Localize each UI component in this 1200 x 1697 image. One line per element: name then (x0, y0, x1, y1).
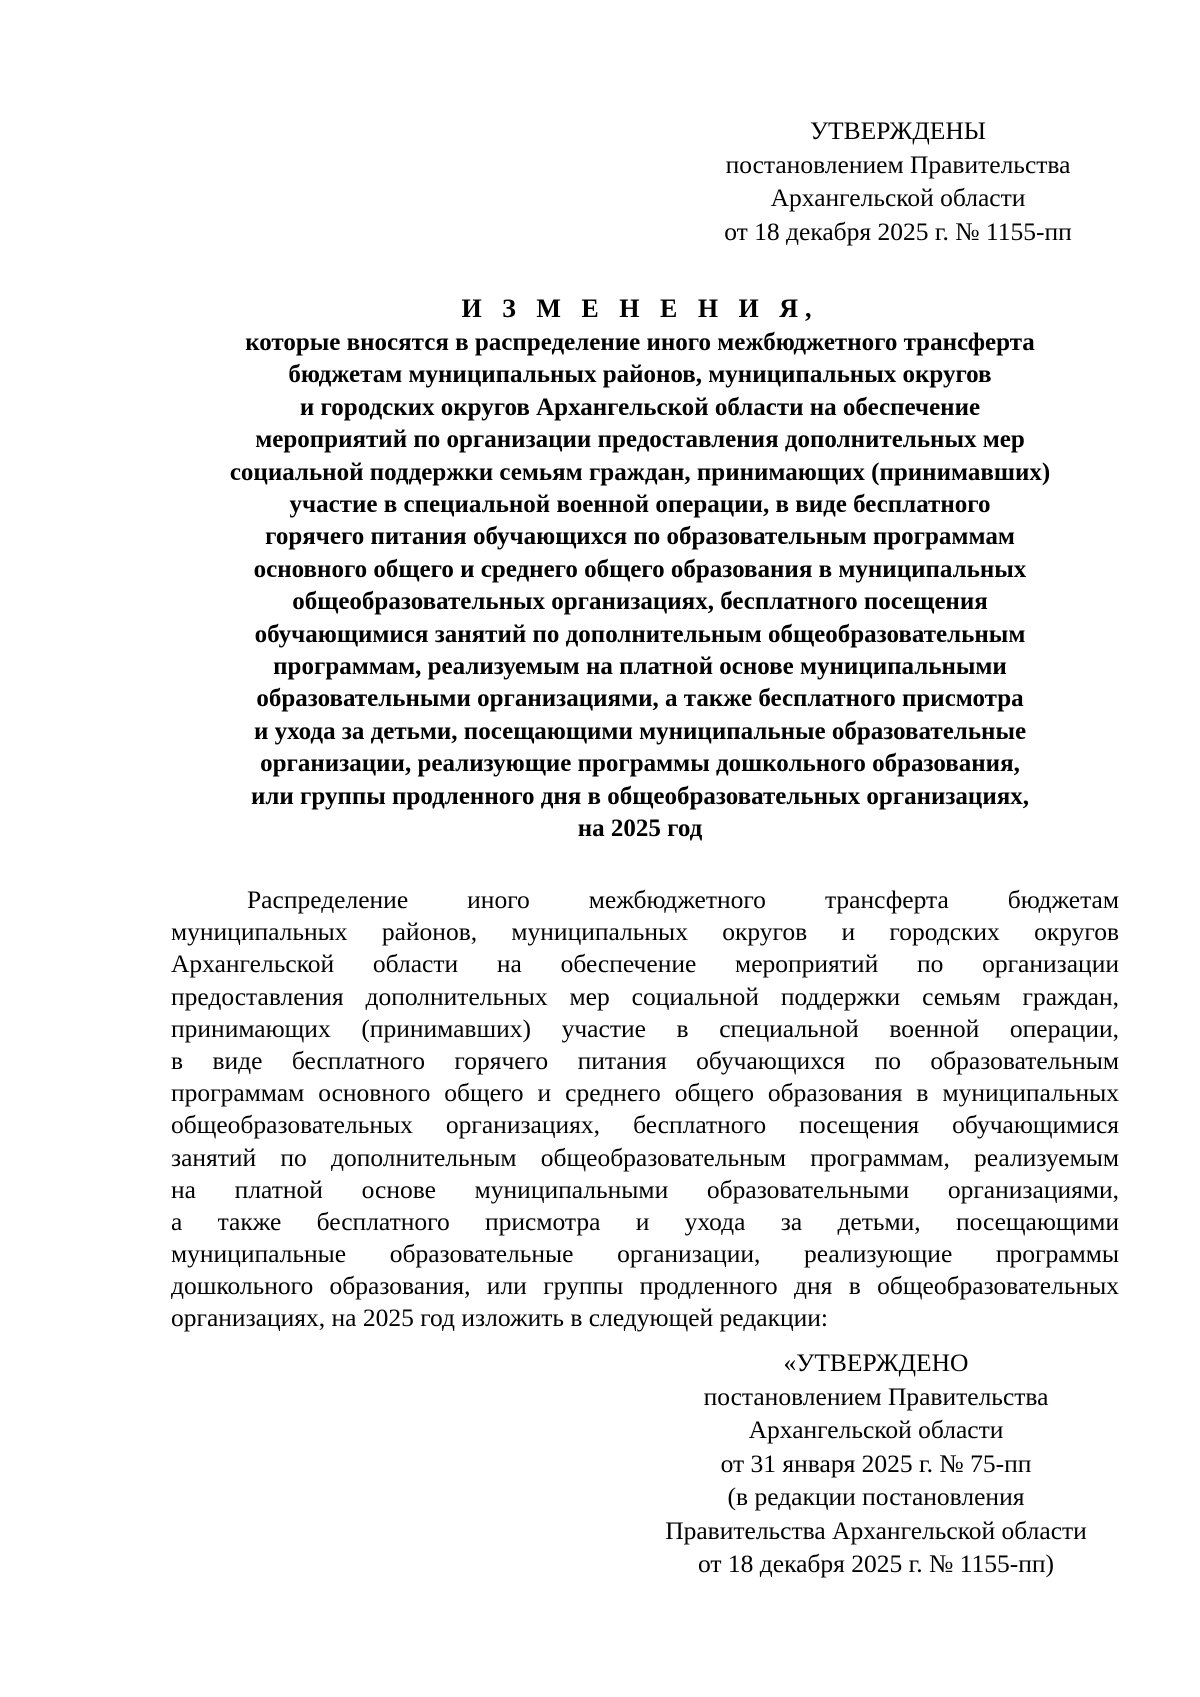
heading-line: или группы продленного дня в общеобразовательных организациях, (250, 782, 1030, 810)
body-line: программам основного общего и среднего общего образования в муниципальных (171, 1078, 1119, 1108)
body-line: принимающих (принимавших) участие в специальной военной операции, (171, 1013, 1119, 1043)
heading-title: И З М Е Н Е Н И Я, (461, 294, 819, 323)
approval-top-line: от 18 декабря 2025 г. № 1155-пп (724, 216, 1072, 246)
heading-line: участие в специальной военной операции, в виде бесплатного (289, 491, 991, 519)
approval-top-line: Архангельской области (770, 183, 1026, 212)
body-line: дошкольного образования, или группы продленного дня в общеобразовательных (171, 1271, 1119, 1301)
body-line: Распределение иного межбюджетного трансферта бюджетам (247, 885, 1119, 914)
heading-line: горячего питания обучающихся по образовательным программам (265, 523, 1015, 551)
heading-line: обучающимися занятий по дополнительным общеобразовательным (254, 620, 1026, 648)
approval-bottom-line: от 18 декабря 2025 г. № 1155-пп) (698, 1549, 1054, 1578)
approval-stamp-top (693, 114, 1103, 248)
heading-line: программам, реализуемым на платной основе муниципальными (273, 653, 1007, 681)
heading-line: образовательными организациями, а также бесплатного присмотра (256, 685, 1024, 713)
heading-line: и городских округов Архангельской области на обеспечение (299, 393, 981, 421)
body-line: на платной основе муниципальными образовательными организациями, (171, 1174, 1119, 1204)
heading-line: организации, реализующие программы дошкольного образования, (260, 750, 1020, 778)
approval-bottom-line: (в редакции постановления (727, 1482, 1025, 1511)
approval-top-line: постановлением Правительства (725, 149, 1071, 179)
approval-bottom-line: «УТВЕРЖДЕНО (783, 1348, 969, 1377)
heading-line: которые вносятся в распределение иного межбюджетного трансферта (245, 329, 1035, 356)
body-line: предоставления дополнительных мер социальной поддержки семьям граждан, (171, 981, 1119, 1011)
document-heading (150, 292, 1130, 846)
body-paragraph (171, 884, 1119, 1335)
body-line: общеобразовательных организациях, бесплатного посещения обучающимися (171, 1110, 1119, 1140)
body-line: Архангельской области на обеспечение мероприятий по организации (171, 949, 1119, 979)
heading-line: мероприятий по организации предоставления дополнительных мер (255, 426, 1025, 454)
approval-bottom-line: Архангельской области (748, 1415, 1004, 1444)
heading-line: и ухода за детьми, посещающими муниципальные образовательные (253, 717, 1027, 745)
heading-line: основного общего и среднего общего образования в муниципальных (253, 555, 1027, 583)
body-line: занятий по дополнительным общеобразовательным программам, реализуемым (171, 1142, 1119, 1172)
approval-stamp-bottom (636, 1346, 1116, 1581)
body-line: организациях, на 2025 год изложить в следующей редакции: (171, 1303, 828, 1333)
approval-bottom-line: постановлением Правительства (703, 1381, 1049, 1411)
body-line: муниципальные образовательные организации, реализующие программы (171, 1239, 1119, 1269)
body-line: муниципальных районов, муниципальных округов и городских округов (171, 917, 1119, 947)
body-line: а также бесплатного присмотра и ухода за детьми, посещающими (171, 1206, 1119, 1236)
body-line: в виде бесплатного горячего питания обучающихся по образовательным (171, 1045, 1119, 1075)
heading-line: на 2025 год (577, 815, 703, 843)
approval-bottom-line: от 31 января 2025 г. № 75-пп (720, 1448, 1032, 1478)
approval-top-line: УТВЕРЖДЕНЫ (810, 116, 986, 145)
heading-line: социальной поддержки семьям граждан, принимающих (принимавших) (229, 458, 1051, 486)
approval-bottom-line: Правительства Архангельской области (665, 1515, 1087, 1545)
heading-line: бюджетам муниципальных районов, муниципальных округов (288, 361, 992, 389)
heading-line: общеобразовательных организациях, бесплатного посещения (292, 588, 988, 616)
